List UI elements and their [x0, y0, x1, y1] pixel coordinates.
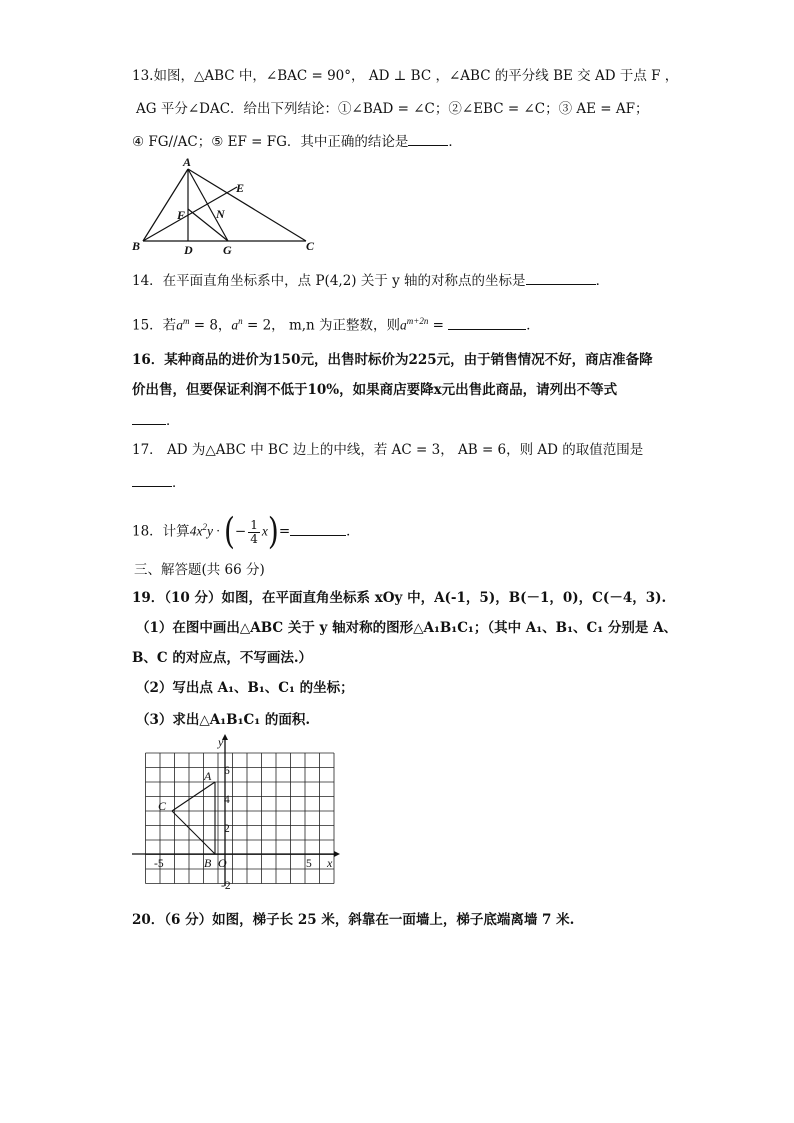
grid-y-axis-label: y	[218, 735, 224, 749]
q18-expr-b: y ·	[206, 523, 220, 539]
q18-left-paren: (	[223, 509, 235, 553]
grid-x-axis-label: x	[327, 856, 333, 870]
tick-x-5: 5	[306, 858, 312, 870]
triangle-abc	[172, 782, 215, 854]
q18-eq: =	[278, 523, 291, 540]
fig13-label-f: F	[177, 208, 186, 222]
q15-line	[132, 311, 540, 336]
fig13-label-b: B	[132, 239, 141, 253]
q17-line-2	[132, 472, 186, 493]
grid-point-c-label: C	[158, 799, 167, 813]
q15-mid: m,n 为正整数，则	[284, 317, 401, 334]
q18-x: x	[261, 523, 268, 539]
q15-am-val: = 8，	[189, 317, 232, 334]
q14-text: 14．在平面直角坐标系中，点 P(4,2) 关于 y 轴的对称点的坐标是	[132, 273, 526, 289]
tick-y-4: 4	[224, 794, 230, 806]
grid-point-b-label: B	[204, 856, 212, 870]
q19-line-1: 19．（10 分）如图，在平面直角坐标系 xOy 中，A(-1，5)，B(－1，0)，C(－4，3).	[132, 590, 667, 606]
q18-pre: 18．计算	[132, 523, 190, 540]
fig13-label-a: A	[183, 156, 192, 169]
q13-line-2: AG 平分∠DAC．给出下列结论：①∠BAD = ∠C；②∠EBC = ∠C；③ AE = AF；	[136, 101, 649, 117]
q19-line-3: B、C 的对应点，不写画法.）	[132, 650, 313, 666]
q18-denominator: 4	[250, 531, 258, 546]
q15-eq: =	[428, 317, 449, 334]
q13-line-3-end: ．	[448, 134, 462, 150]
q18-minus: −	[234, 523, 247, 540]
q19-coordinate-grid	[128, 734, 344, 890]
q18-end: ．	[346, 523, 360, 540]
q18-right-paren: )	[267, 509, 279, 553]
answer-blank-14[interactable]	[526, 270, 596, 285]
q15-result-exp: m+2n	[406, 316, 429, 326]
q18-expr-sup: 2	[202, 522, 207, 532]
q15-an-val: = 2，	[242, 317, 285, 334]
q15-result-base: a	[400, 317, 407, 333]
answer-blank-18[interactable]	[290, 521, 346, 536]
q13-line-1: 13.如图，△ABC 中，∠BAC = 90°， AD ⊥ BC ，∠ABC 的平分线 BE 交 AD 于点 F ，	[132, 68, 679, 84]
q17-line-1: 17． AD 为△ABC 中 BC 边上的中线，若 AC = 3， AB = 6，则 AD 的取值范围是	[132, 442, 644, 458]
q14-end: ．	[595, 273, 610, 289]
x-axis-arrow	[334, 851, 340, 857]
grid-origin-label: O	[218, 856, 227, 870]
q19-line-4: （2）写出点 A₁、B₁、C₁ 的坐标；	[136, 680, 354, 696]
fig13-label-d: D	[184, 243, 193, 256]
fig13-label-g: G	[223, 243, 232, 256]
fig13-label-n: N	[216, 207, 225, 221]
answer-blank-17[interactable]	[132, 472, 172, 487]
q17-end: ．	[172, 475, 186, 491]
fig13-label-e: E	[236, 181, 245, 195]
q15-an-exp: n	[238, 316, 243, 326]
q20-line: 20．（6 分）如图，梯子长 25 米，斜靠在一面墙上，梯子底端离墙 7 米.	[132, 912, 575, 928]
q15-an-base: a	[231, 317, 239, 333]
tick-y-2: 2	[224, 823, 230, 835]
q15-pre: 15．若	[132, 317, 177, 334]
answer-blank-13[interactable]	[408, 131, 448, 146]
q18-numerator: 1	[250, 517, 258, 532]
q16-line-3	[132, 410, 180, 431]
q15-am-base: a	[176, 317, 183, 333]
q15-am-exp: m	[182, 316, 190, 326]
answer-blank-16[interactable]	[132, 410, 166, 425]
answer-blank-15[interactable]	[448, 315, 526, 330]
fig13-label-c: C	[306, 239, 315, 253]
q13-line-3-text: ④ FG//AC；⑤ EF = FG．其中正确的结论是	[132, 134, 409, 150]
q18-fraction	[248, 519, 260, 546]
q14-line	[132, 270, 609, 291]
q19-line-5: （3）求出△A₁B₁C₁ 的面积.	[136, 712, 311, 728]
q13-triangle-figure	[128, 156, 324, 256]
tick-y-neg2: -2	[221, 880, 231, 890]
q18-line	[132, 509, 360, 553]
section-3-heading: 三、解答题(共 66 分)	[134, 562, 265, 578]
q15-end: ．	[526, 317, 540, 334]
tick-y-6: 6	[224, 765, 230, 777]
q18-expr-a: 4x	[189, 523, 203, 539]
q16-line-1: 16．某种商品的进价为150元，出售时标价为225元，由于销售情况不好，商店准备降	[132, 352, 653, 368]
tick-x-neg5: -5	[154, 858, 164, 870]
q16-line-2: 价出售，但要保证利润不低于10%，如果商店要降x元出售此商品，请列出不等式	[132, 382, 618, 398]
q19-line-2: （1）在图中画出△ABC 关于 y 轴对称的图形△A₁B₁C₁；（其中 A₁、B₁、C₁ 分别是 A、	[136, 620, 678, 636]
q16-end: ．	[166, 413, 180, 429]
q13-line-3	[132, 131, 462, 152]
grid-point-a-label: A	[204, 769, 212, 783]
